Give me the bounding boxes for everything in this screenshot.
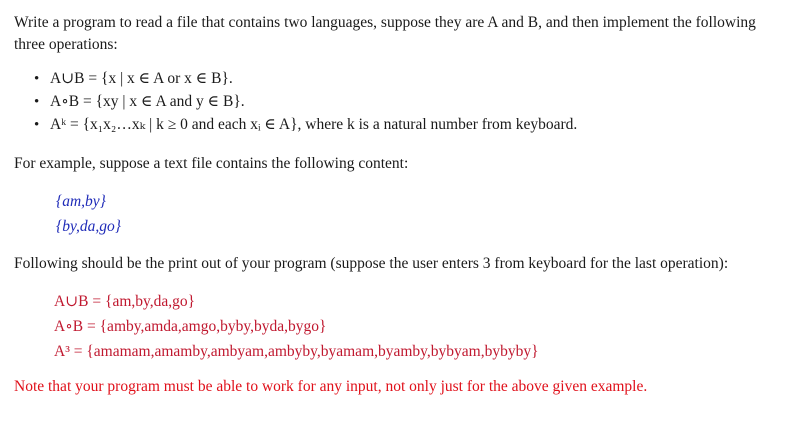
bullet-icon: • bbox=[34, 71, 40, 87]
note-paragraph: Note that your program must be able to work for any input, not only just for the above given example. bbox=[14, 378, 648, 395]
intro-paragraph: Write a program to read a file that contains two languages, suppose they are A and B, and then implement the following three operations: bbox=[14, 14, 756, 53]
output-line-union: A∪B = {am,by,da,go} bbox=[54, 293, 196, 310]
output-line-concatenation: A∘B = {amby,amda,amgo,byby,byda,bygo} bbox=[54, 318, 327, 335]
operation-concatenation bbox=[34, 91, 784, 113]
operation-concatenation-text: A∘B = {xy | x ∈ A and y ∈ B}. bbox=[50, 93, 245, 110]
operation-power bbox=[34, 114, 784, 136]
operation-power-text: Aᵏ = {x₁x₂…xₖ | k ≥ 0 and each xᵢ ∈ A}, where k is a natural number from keyboard. bbox=[50, 116, 578, 133]
example-label: For example, suppose a text file contains the following content: bbox=[14, 155, 409, 172]
example-input-block bbox=[56, 189, 784, 239]
output-block bbox=[54, 289, 784, 364]
operation-union-text: A∪B = {x | x ∈ A or x ∈ B}. bbox=[50, 70, 233, 87]
bullet-icon: • bbox=[34, 117, 40, 133]
example-input-line: {am,by} bbox=[56, 193, 106, 210]
output-label: Following should be the print out of your program (suppose the user enters 3 from keyboard for the last operation): bbox=[14, 255, 729, 272]
output-line-power: A³ = {amamam,amamby,ambyam,ambyby,byamam,byamby,bybyam,bybyby} bbox=[54, 343, 539, 360]
bullet-icon: • bbox=[34, 94, 40, 110]
operation-union bbox=[34, 68, 784, 90]
document-page bbox=[14, 12, 784, 398]
operations-list bbox=[14, 68, 784, 136]
example-input-line: {by,da,go} bbox=[56, 218, 121, 235]
